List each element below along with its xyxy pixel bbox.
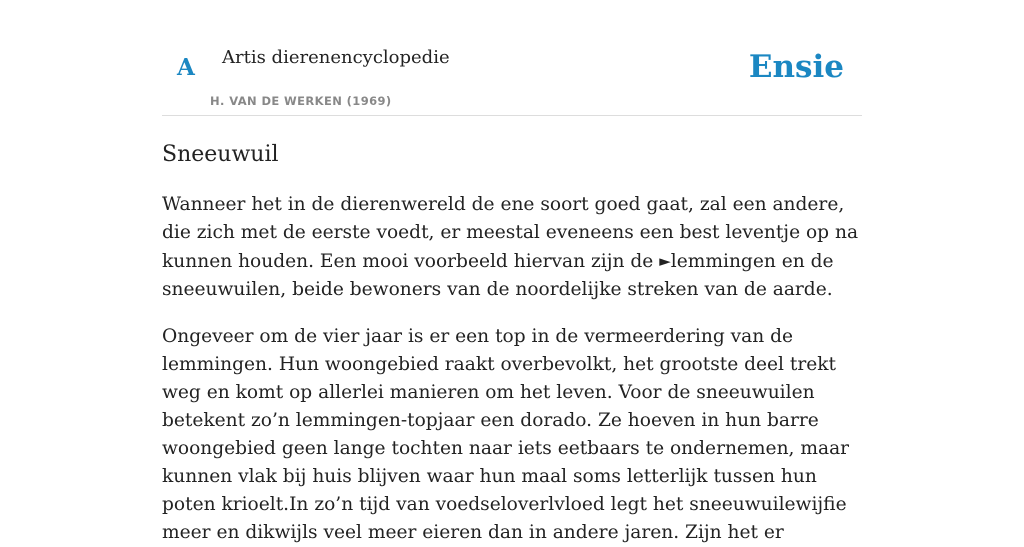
article-title: Sneeuwuil bbox=[162, 142, 279, 167]
paragraph-text: en de sneeuwuilen, beide bewoners van de noordelijke streken van de aarde. bbox=[162, 251, 834, 301]
page bbox=[162, 0, 862, 547]
article-paragraph: Ongeveer om de vier jaar is er een top in de vermeerdering van de lemmingen. Hun woongebied raakt overbevolkt, het grootste deel trekt weg en komt op allerlei manieren om het leven. Voor de sneeuwuilen betekent zo’n lemmingen-topjaar een dorado. Ze hoeven in hun barre woongebied geen lange tochten naar iets eetbaars te ondernemen, maar kunnen vlak bij huis blijven waar hun maal soms letterlijk tussen hun poten krioelt.In zo’n tijd van voedseloverlvloed legt het sneeuwuilewijfie meer en dikwijls veel meer eieren dan in andere jaren. Zijn het er bbox=[162, 326, 850, 544]
link-arrow-icon: ► bbox=[659, 252, 671, 271]
book-title[interactable]: Artis dierenencyclopedie bbox=[222, 47, 450, 68]
book-logo[interactable]: A bbox=[177, 54, 195, 81]
header bbox=[162, 0, 862, 116]
brand-logo[interactable]: Ensie bbox=[748, 49, 844, 85]
article-paragraph bbox=[162, 191, 862, 304]
lemmingen-link[interactable]: lemmingen bbox=[670, 251, 776, 273]
paragraph-text: Wanneer het in de dierenwereld de ene soort goed gaat, zal een andere, die zich met de eerste voedt, er meestal eveneens een best leventje op na kunnen houden. Een mooi voorbeeld hiervan zijn de bbox=[162, 194, 859, 273]
book-author: H. VAN DE WERKEN (1969) bbox=[210, 94, 392, 108]
